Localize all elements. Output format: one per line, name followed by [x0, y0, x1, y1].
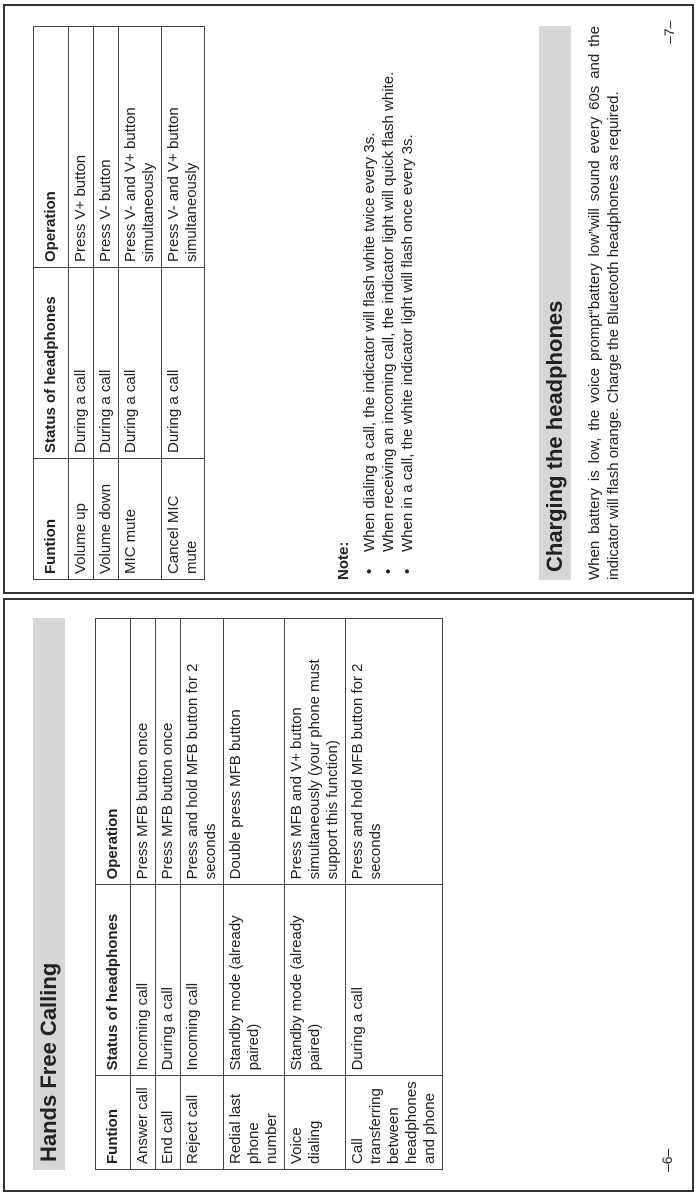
table-header-row: [34, 27, 69, 580]
cell-function: Call transferring between headphones and phone: [346, 1076, 443, 1170]
page-6: [3, 598, 694, 1192]
volume-mic-table: [33, 26, 205, 580]
header-status: Status of headphones: [96, 885, 131, 1076]
page-7: [3, 4, 694, 594]
cell-status: During a call: [94, 268, 119, 459]
table-row: [94, 27, 119, 580]
cell-function: Reject call: [181, 1076, 224, 1170]
page-number: –6–: [659, 1148, 675, 1172]
note-section: [335, 26, 417, 580]
table-row: [346, 619, 443, 1170]
cell-status: Incoming call: [131, 885, 156, 1076]
cell-function: Volume up: [69, 459, 94, 580]
cell-function: Answer call: [131, 1076, 156, 1170]
charging-paragraph: When battery is low, the voice prompt“battery low”will sound every 60s and the indicator will flash orange. Charge the Bluetooth headphones as required.: [586, 26, 622, 580]
cell-function: Volume down: [94, 459, 119, 580]
header-function: Funtion: [96, 1076, 131, 1170]
cell-status: During a call: [69, 268, 94, 459]
cell-function: Voice dialing: [285, 1076, 346, 1170]
table-row: [181, 619, 224, 1170]
table-row: [162, 27, 205, 580]
header-operation: Operation: [96, 619, 131, 885]
table-row: [285, 619, 346, 1170]
cell-function: MIC mute: [119, 459, 162, 580]
cell-operation: Double press MFB button: [224, 619, 285, 885]
note-item: • When receiving an incoming call, the indicator light will quick flash white.: [379, 26, 398, 552]
note-title: Note:: [335, 541, 352, 580]
cell-status: During a call: [162, 268, 205, 459]
cell-function: End call: [156, 1076, 181, 1170]
page-number: –7–: [661, 20, 677, 44]
cell-operation: Press V- and V+ button simultaneously: [162, 27, 205, 268]
cell-operation: Press MFB button once: [131, 619, 156, 885]
cell-status: During a call: [346, 885, 443, 1076]
header-function: Funtion: [34, 459, 69, 580]
note-list: [360, 26, 417, 580]
cell-status: Incoming call: [181, 885, 224, 1076]
header-operation: Operation: [34, 27, 69, 268]
table-header-row: [96, 619, 131, 1170]
table-row: [119, 27, 162, 580]
header-status: Status of headphones: [34, 268, 69, 459]
cell-status: During a call: [156, 885, 181, 1076]
cell-operation: Press V+ button: [69, 27, 94, 268]
cell-operation: Press MFB button once: [156, 619, 181, 885]
cell-operation: Press V- and V+ button simultaneously: [119, 27, 162, 268]
note-item: • When dialing a call, the indicator will flash white twice every 3s.: [360, 26, 379, 552]
table-row: [156, 619, 181, 1170]
cell-status: During a call: [119, 268, 162, 459]
cell-operation: Press and hold MFB button for 2 seconds: [346, 619, 443, 885]
table-row: [69, 27, 94, 580]
cell-function: Cancel MIC mute: [162, 459, 205, 580]
table-row: [224, 619, 285, 1170]
cell-operation: Press V- button: [94, 27, 119, 268]
section-title-hands-free-calling: Hands Free Calling: [33, 618, 65, 1170]
cell-operation: Press MFB and V+ button simultaneously (your phone must support this function): [285, 619, 346, 885]
table-row: [131, 619, 156, 1170]
hands-free-calling-table: [95, 618, 443, 1170]
section-title-charging: Charging the headphones: [539, 26, 571, 580]
note-item: • When in a call, the white indicator light will flash once every 3s.: [398, 26, 417, 552]
cell-operation: Press and hold MFB button for 2 seconds: [181, 619, 224, 885]
cell-status: Standby mode (already paired): [224, 885, 285, 1076]
cell-function: Redial last phone number: [224, 1076, 285, 1170]
cell-status: Standby mode (already paired): [285, 885, 346, 1076]
